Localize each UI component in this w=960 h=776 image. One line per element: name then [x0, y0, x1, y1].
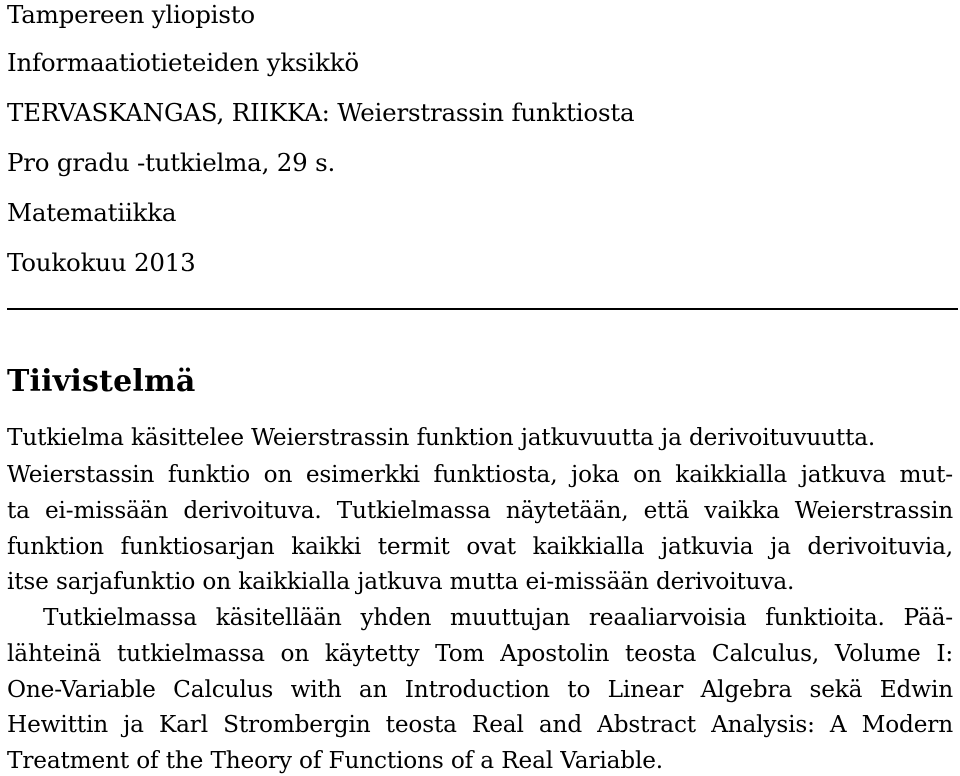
abstract-line: Tutkielmassa käsitellään yhden muuttujan reaaliarvoisia funktioita. Pää-: [43, 604, 953, 631]
abstract-line: lähteinä tutkielmassa on käytetty Tom Apostolin teosta Calculus, Volume I:: [7, 640, 953, 667]
abstract-heading: Tiivistelmä: [7, 364, 196, 399]
abstract-line: funktion funktiosarjan kaikki termit ovat kaikkialla jatkuvia ja derivoituvia,: [7, 533, 953, 560]
university-name: Tampereen yliopisto: [7, 0, 255, 29]
thesis-type: Pro gradu -tutkielma, 29 s.: [7, 148, 336, 177]
unit-name: Informaatiotieteiden yksikkö: [7, 48, 359, 77]
abstract-line: Hewittin ja Karl Strombergin teosta Real and Abstract Analysis: A Modern: [7, 711, 953, 738]
abstract-line: One-Variable Calculus with an Introduction to Linear Algebra sekä Edwin: [7, 676, 953, 703]
author-and-title: TERVASKANGAS, RIIKKA: Weierstrassin funktiosta: [7, 98, 635, 127]
abstract-line: Weierstassin funktio on esimerkki funktiosta, joka on kaikkialla jatkuva mut-: [7, 461, 953, 488]
abstract-line: Tutkielma käsittelee Weierstrassin funktion jatkuvuutta ja derivoituvuutta.: [7, 424, 876, 451]
abstract-line: Treatment of the Theory of Functions of a Real Variable.: [7, 747, 664, 774]
date: Toukokuu 2013: [7, 248, 196, 277]
abstract-line: ta ei-missään derivoituva. Tutkielmassa näytetään, että vaikka Weierstrassin: [7, 497, 953, 524]
subject: Matematiikka: [7, 198, 177, 227]
horizontal-divider: [7, 308, 958, 310]
abstract-line: itse sarjafunktio on kaikkialla jatkuva mutta ei-missään derivoituva.: [7, 568, 795, 595]
